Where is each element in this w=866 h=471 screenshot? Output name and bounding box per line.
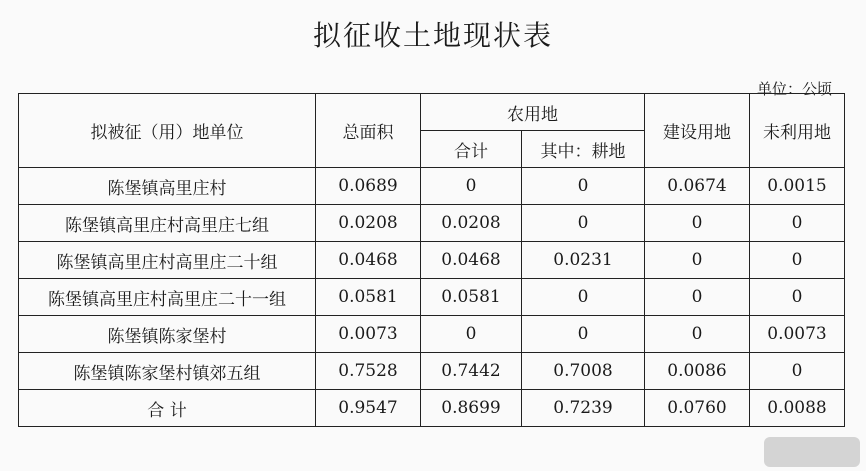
watermark-badge	[764, 437, 860, 467]
cell-unused: 0.0015	[750, 168, 845, 205]
total-farmland: 0.7239	[522, 390, 645, 427]
cell-agri-sum: 0.0208	[421, 205, 522, 242]
table-row	[19, 279, 845, 316]
header-agri: 农用地	[421, 94, 645, 131]
header-total-area: 总面积	[316, 94, 421, 168]
cell-agri-sum: 0	[421, 168, 522, 205]
land-status-table	[18, 93, 845, 427]
cell-farmland: 0	[522, 168, 645, 205]
table-row	[19, 205, 845, 242]
header-agri-farmland: 其中：耕地	[522, 131, 645, 168]
header-agri-sum: 合计	[421, 131, 522, 168]
table-row	[19, 353, 845, 390]
cell-unused: 0	[750, 279, 845, 316]
total-unused: 0.0088	[750, 390, 845, 427]
table-total-row	[19, 390, 845, 427]
cell-unit-name: 陈堡镇高里庄村高里庄七组	[19, 205, 316, 242]
document-title: 拟征收土地现状表	[312, 19, 553, 52]
cell-unused: 0	[750, 205, 845, 242]
cell-total: 0.0689	[316, 168, 421, 205]
table-header-row	[19, 94, 845, 131]
table-row	[19, 242, 845, 279]
cell-unit-name: 陈堡镇高里庄村高里庄二十组	[19, 242, 316, 279]
cell-construction: 0	[645, 316, 750, 353]
cell-total: 0.0468	[316, 242, 421, 279]
header-unused: 未利用地	[750, 94, 845, 168]
cell-unused: 0.0073	[750, 316, 845, 353]
cell-total: 0.0581	[316, 279, 421, 316]
unit-label: 单位：公顷	[756, 80, 832, 98]
cell-agri-sum: 0.0581	[421, 279, 522, 316]
total-construction: 0.0760	[645, 390, 750, 427]
table-row	[19, 168, 845, 205]
total-label: 合 计	[19, 390, 316, 427]
cell-construction: 0	[645, 205, 750, 242]
cell-construction: 0	[645, 242, 750, 279]
cell-unit-name: 陈堡镇高里庄村	[19, 168, 316, 205]
cell-total: 0.7528	[316, 353, 421, 390]
cell-farmland: 0.0231	[522, 242, 645, 279]
cell-unit-name: 陈堡镇陈家堡村	[19, 316, 316, 353]
cell-unit-name: 陈堡镇陈家堡村镇郊五组	[19, 353, 316, 390]
cell-total: 0.0208	[316, 205, 421, 242]
cell-agri-sum: 0	[421, 316, 522, 353]
table-row	[19, 316, 845, 353]
cell-farmland: 0	[522, 316, 645, 353]
header-unit: 拟被征（用）地单位	[19, 94, 316, 168]
total-total: 0.9547	[316, 390, 421, 427]
cell-construction: 0.0086	[645, 353, 750, 390]
cell-total: 0.0073	[316, 316, 421, 353]
cell-construction: 0.0674	[645, 168, 750, 205]
cell-farmland: 0	[522, 279, 645, 316]
cell-agri-sum: 0.0468	[421, 242, 522, 279]
cell-unit-name: 陈堡镇高里庄村高里庄二十一组	[19, 279, 316, 316]
cell-unused: 0	[750, 242, 845, 279]
cell-farmland: 0	[522, 205, 645, 242]
cell-construction: 0	[645, 279, 750, 316]
cell-agri-sum: 0.7442	[421, 353, 522, 390]
cell-farmland: 0.7008	[522, 353, 645, 390]
cell-unused: 0	[750, 353, 845, 390]
total-agri-sum: 0.8699	[421, 390, 522, 427]
header-construction: 建设用地	[645, 94, 750, 168]
